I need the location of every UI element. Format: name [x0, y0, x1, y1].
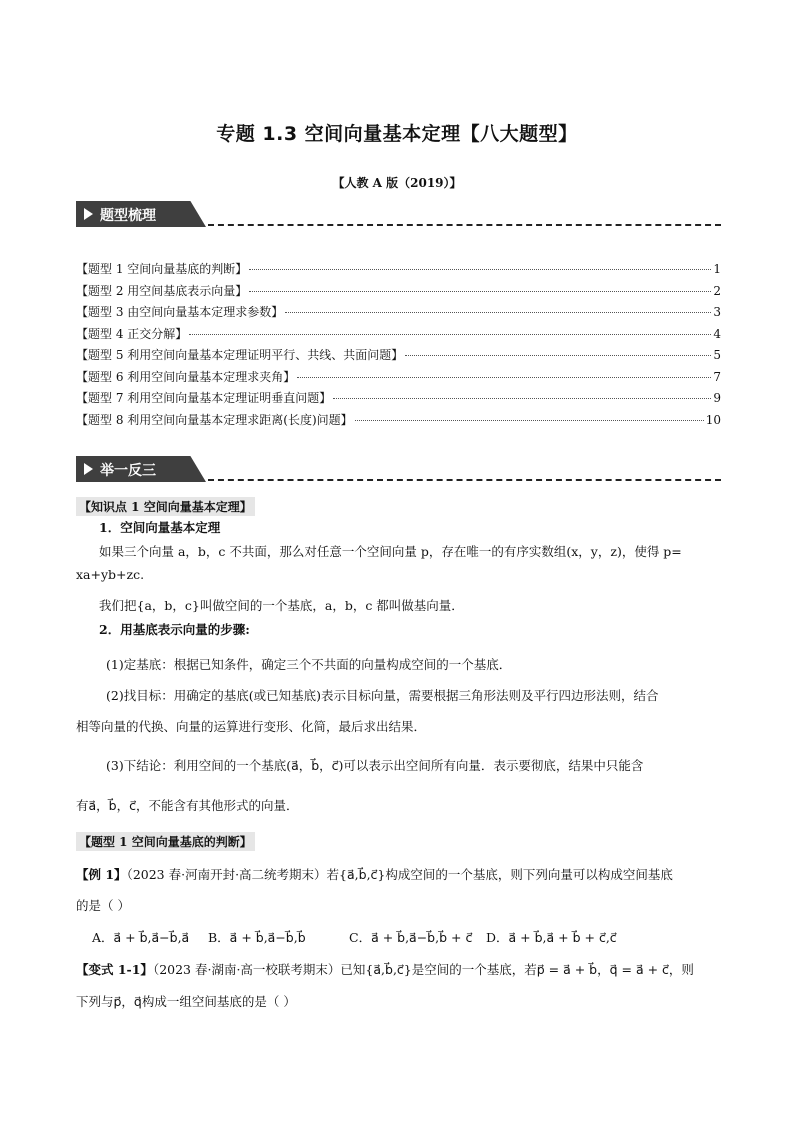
option-c[interactable]: C．a⃗ + b⃗,a⃗−b⃗,b⃗ + c⃗ — [349, 930, 473, 945]
toc-leader-dots — [405, 355, 711, 356]
dashed-divider — [208, 479, 721, 481]
step-1: (1)定基底：根据已知条件，确定三个不共面的向量构成空间的一个基底． — [106, 657, 512, 672]
toc-item-label: 【题型 1 空间向量基底的判断】 — [76, 262, 248, 276]
toc-item-label: 【题型 2 用空间基底表示向量】 — [76, 283, 248, 298]
toc-section-banner — [76, 201, 721, 227]
toc-item-label: 【题型 7 利用空间向量基本定理证明垂直问题】 — [76, 391, 332, 405]
knowledge-point-heading: 【知识点 1 空间向量基本定理】 — [76, 497, 255, 516]
toc-item[interactable] — [76, 303, 721, 325]
step-3-line-1: (3)下结论：利用空间的一个基底(a⃗，b⃗，c⃗)可以表示出空间所有向量．表示要彻底，结果中只能含 — [106, 758, 644, 773]
variant-1-1-line-1 — [76, 960, 694, 978]
toc-item-page: 4 — [713, 326, 721, 341]
page-title: 专题 1.3 空间向量基本定理【八大题型】 — [216, 123, 578, 145]
option-b[interactable]: B．a⃗ + b⃗,a⃗−b⃗,b⃗ — [208, 930, 306, 945]
variant-1-1-line-2: 下列与p⃗，q⃗构成一组空间基底的是（ ） — [76, 994, 296, 1009]
toc-item[interactable] — [76, 325, 721, 347]
theorem-text-line-2: xa+yb+zc. — [76, 567, 145, 582]
toc-item[interactable] — [76, 260, 721, 282]
toc-leader-dots — [249, 291, 711, 292]
variant-1-1-text: （2023 春·湖南·高一校联考期末）已知{a⃗,b⃗,c⃗}是空间的一个基底，若p⃗ = a⃗ + b⃗，q⃗ = a⃗ + c⃗，则 — [152, 962, 694, 977]
toc-item-page: 5 — [713, 348, 721, 362]
subheading-theorem: 1．空间向量基本定理 — [99, 520, 221, 535]
question-type-heading: 【题型 1 空间向量基底的判断】 — [76, 832, 255, 851]
play-arrow-icon — [84, 463, 93, 475]
toc-leader-dots — [333, 398, 711, 399]
example-1-text: （2023 春·河南开封·高二统考期末）若{a⃗,b⃗,c⃗}构成空间的一个基底，则下列向量可以构成空间基底 — [126, 867, 673, 882]
step-3-line-2: 有a⃗，b⃗，c⃗，不能含有其他形式的向量． — [76, 798, 299, 813]
toc-item-label: 【题型 5 利用空间向量基本定理证明平行、共线、共面问题】 — [76, 348, 404, 362]
toc-item-label: 【题型 4 正交分解】 — [76, 326, 188, 341]
toc-item[interactable] — [76, 368, 721, 390]
toc-item-page: 7 — [713, 369, 721, 384]
toc-item-page: 10 — [705, 412, 721, 427]
option-a[interactable]: A．a⃗ + b⃗,a⃗−b⃗,a⃗ — [92, 930, 190, 945]
toc-item[interactable] — [76, 411, 721, 433]
toc-leader-dots — [249, 269, 711, 270]
toc-leader-dots — [189, 334, 711, 335]
basis-definition: 我们把{a，b，c}叫做空间的一个基底，a，b，c 都叫做基向量． — [99, 598, 464, 613]
step-2-line-2: 相等向量的代换、向量的运算进行变形、化简，最后求出结果． — [76, 719, 427, 734]
toc-leader-dots — [285, 312, 711, 313]
theorem-text-line-1: 如果三个向量 a，b，c 不共面，那么对任意一个空间向量 p，存在唯一的有序实数组(x，y，z)，使得 p= — [99, 544, 682, 559]
step-2-line-1: (2)找目标：用确定的基底(或已知基底)表示目标向量，需要根据三角形法则及平行四边形法则，结合 — [106, 688, 659, 703]
main-section-banner — [76, 456, 721, 482]
example-1-line-2: 的是（ ） — [76, 898, 130, 913]
toc-item[interactable] — [76, 282, 721, 304]
example-tag: 【例 1】 — [76, 867, 127, 882]
toc-item-page: 2 — [713, 283, 721, 298]
toc-leader-dots — [297, 377, 711, 378]
banner-title: 题型梳理 — [100, 208, 156, 224]
toc-item-page: 3 — [713, 305, 721, 319]
toc-item-label: 【题型 3 由空间向量基本定理求参数】 — [76, 305, 284, 319]
toc-leader-dots — [355, 420, 704, 421]
subheading-steps: 2．用基底表示向量的步骤: — [99, 622, 250, 637]
banner-title: 举一反三 — [100, 463, 156, 479]
table-of-contents — [76, 260, 721, 432]
example-1-line-1 — [76, 865, 673, 883]
dashed-divider — [208, 224, 721, 226]
play-arrow-icon — [84, 208, 93, 220]
toc-item-label: 【题型 8 利用空间向量基本定理求距离(长度)问题】 — [76, 412, 353, 427]
option-d[interactable]: D．a⃗ + b⃗,a⃗ + b⃗ + c⃗,c⃗ — [486, 930, 617, 945]
toc-item-label: 【题型 6 利用空间向量基本定理求夹角】 — [76, 369, 296, 384]
variant-tag: 【变式 1-1】 — [76, 962, 153, 977]
toc-item[interactable] — [76, 389, 721, 411]
toc-item[interactable] — [76, 346, 721, 368]
edition-label: 【人教 A 版（2019）】 — [332, 176, 462, 190]
toc-item-page: 9 — [713, 391, 721, 405]
toc-item-page: 1 — [713, 262, 721, 276]
